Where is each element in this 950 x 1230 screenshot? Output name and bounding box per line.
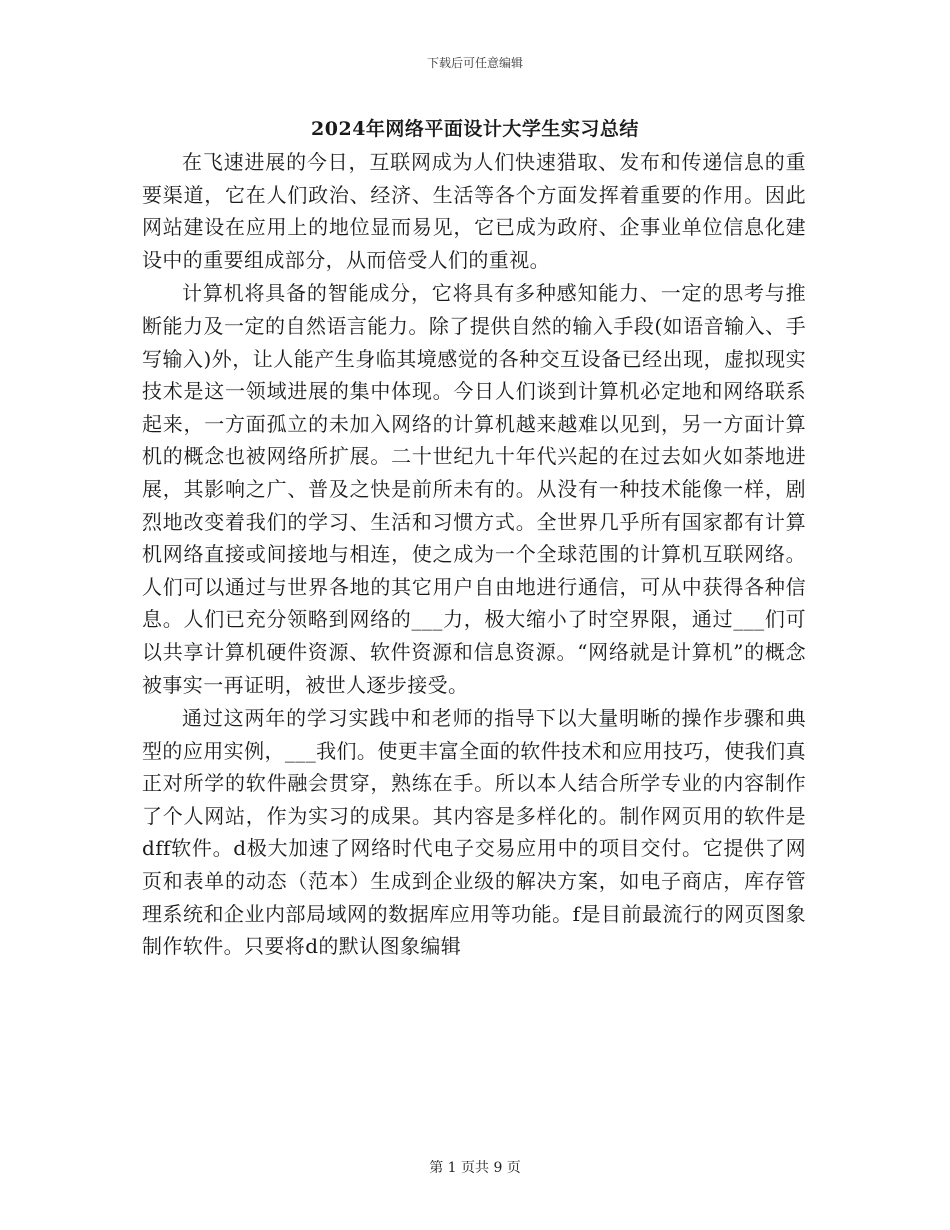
header-note: 下载后可任意编辑 <box>426 56 523 70</box>
document-body <box>142 146 806 964</box>
page-number: 第 1 页共 9 页 <box>429 1160 521 1176</box>
paragraph-3: 通过这两年的学习实践中和老师的指导下以大量明晰的操作步骤和典型的应用实例，___我们。使更丰富全面的软件技术和应用技巧，使我们真正对所学的软件融会贯穿，熟练在手。所以本人结合所学专业的内容制作了个人网站，作为实习的成果。其内容是多样化的。制作网页用的软件是dff软件。d极大加速了网络时代电子交易应用中的项目交付。它提供了网页和表单的动态（范本）生成到企业级的解决方案，如电子商店，库存管理系统和企业内部局域网的数据库应用等功能。f是目前最流行的网页图象制作软件。只要将d的默认图象编辑 <box>142 706 806 959</box>
document-title: 2024年网络平面设计大学生实习总结 <box>311 118 639 140</box>
paragraph-1: 在飞速进展的今日，互联网成为人们快速猎取、发布和传递信息的重要渠道，它在人们政治、经济、生活等各个方面发挥着重要的作用。因此网站建设在应用上的地位显而易见，它已成为政府、企事业单位信息化建设中的重要组成部分，从而倍受人们的重视。 <box>142 150 806 272</box>
paragraph-2: 计算机将具备的智能成分，它将具有多种感知能力、一定的思考与推断能力及一定的自然语言能力。除了提供自然的输入手段(如语音输入、手写输入)外，让人能产生身临其境感觉的各种交互设备已经出现，虚拟现实技术是这一领域进展的集中体现。今日人们谈到计算机必定地和网络联系起来，一方面孤立的未加入网络的计算机越来越难以见到，另一方面计算机的概念也被网络所扩展。二十世纪九十年代兴起的在过去如火如荼地进展，其影响之广、普及之快是前所未有的。从没有一种技术能像一样，剧烈地改变着我们的学习、生活和习惯方式。全世界几乎所有国家都有计算机网络直接或间接地与相连，使之成为一个全球范围的计算机互联网络。人们可以通过与世界各地的其它用户自由地进行通信，可从中获得各种信息。人们已充分领略到网络的___力，极大缩小了时空界限，通过___们可以共享计算机硬件资源、软件资源和信息资源。“网络就是计算机”的概念被事实一再证明，被世人逐步接受。 <box>142 281 806 697</box>
